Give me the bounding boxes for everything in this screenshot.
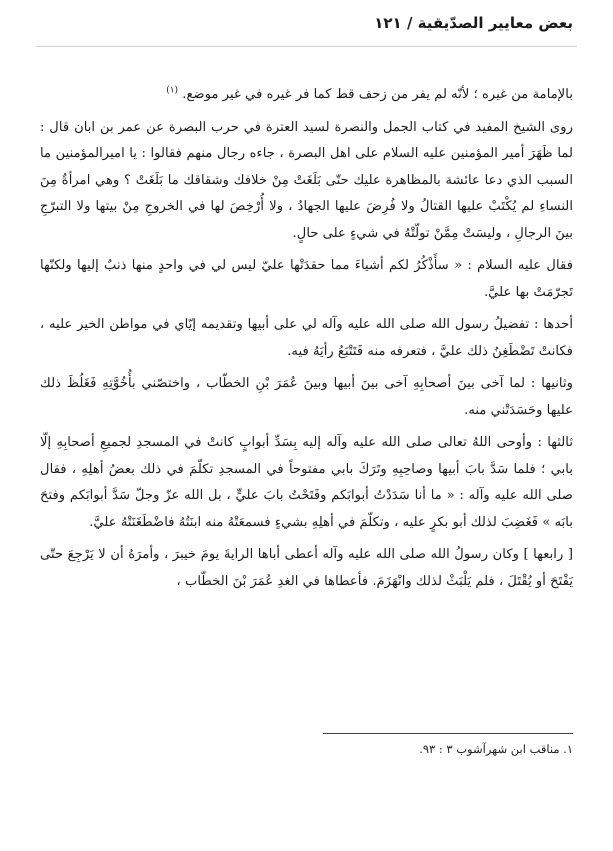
running-header <box>36 14 573 40</box>
header-divider <box>36 46 577 47</box>
footnote-text: ١. مناقب ابن شهرآشوب ٣ : ٩٣. <box>419 742 573 756</box>
paragraph-6: ثالثها : وأوحى اللهُ تعالى صلى الله عليه وآله إليه بِسَدِّ أبوابٍ كانتْ في المسجدِ لجميعِ أصحابِهِ إلّا بابي ؛ فلما سَدَّ بابَ أبيها وصاحِبِهِ وتَرَكَ بابي مفتوحاً في المسجدِ تكلّمَ في ذلك بعضُ أهلِهِ ، فقال صلى الله عليه وآله : « ما أنا سَدَدْتُ أبوابَكم وفَتَحْتُ بابَ عليٍّ ، بل الله عزّ وجلّ سَدَّ أبوابَكم وفتحَ بابَه » فَغَضِبَ لذلك أبو بكرٍ عليه ، وتكلّمَ في أهلِهِ بشيءٍ فسمعَتْهُ منه ابنَتُهُ فاضْطَغَنَتْهُ عليَّ. <box>40 435 573 530</box>
paragraph-5: وثانيها : لما آخى بينَ أصحابِهِ آخى بينَ أبيها وبينَ عُمَرَ بْنِ الخطّاب ، واختصّني بأُخُوَّتِهِ فَغَلُظَ ذلك عليها وحَسَدَتْني منه. <box>40 376 573 418</box>
paragraph-7: [ رابعها ] وكان رسولُ الله صلى الله عليه وآله أعطى أباها الرايةَ يومَ خيبرَ ، وأمرَهُ أن لا يَرْجِعَ حتّى يَفْتَحَ أو يُقْتَلَ ، فلم يَلْبَثْ لذلك وانْهَزَمَ. فأعطاها في الغدِ عُمَرَ بْنَ الخطّاب ، <box>40 547 573 589</box>
paragraph-4: أحدها : تفضيلُ رسول الله صلى الله عليه وآله لي على أبيها وتقديمه إيّاي في مواطن الخير عليه ، فكانتْ تَضْطَغِنُ ذلك عليَّ ، فتعرفه منه فَتَتْبَعُ رأيَهُ فيه. <box>40 317 573 359</box>
footnote <box>40 740 573 758</box>
running-title: بعض معايير الصدّيقية / ١٢١ <box>374 14 573 32</box>
footnote-marker: (١) <box>166 85 179 96</box>
paragraph-1-text: بالإمامة من غيره ؛ لأنّه لم يفر من زحف قط كما فر غيره في غير موضع. <box>182 87 573 102</box>
paragraph-2: روى الشيخ المفيد في كتاب الجمل والنصرة لسيد العترة في حرب البصرة عن عمر بن ابان قال : لما ظَهَرَ أمير المؤمنين عليه السلام على اهل البصرة ، جاءه رجال منهم فقالوا : يا اميرالمؤمنين ما السبب الذي دعا عائشة بالمظاهرة عليك حتّى بَلَغَتْ مِنْ خلافك وشقاقك ما بَلَغَتْ ؟ وهي امرأةٌ مِنَ النساءِ لم يُكْتَبْ عليها القتالُ ولا فُرِضَ عليها الجهادُ ، ولا أُرْخِصَ لها في الخروجِ مِنْ بيتها ولا التبرّجِ بينَ الرجالِ ، وليسَتْ مِمَّنْ تولّتْهُ في شيءٍ على حالٍ. <box>40 119 573 241</box>
main-text <box>40 82 573 599</box>
paragraph-1 <box>40 82 573 109</box>
paragraph-3: فقال عليه السلام : « سأَذْكُرُ لكم أشياءَ مما حقدَتْها عليّ ليس لي في واحدٍ منها ذنبٌ إليها ولكنّها تَجرّمَتْ بها عليَّ. <box>40 258 573 300</box>
footnote-divider <box>323 733 573 734</box>
